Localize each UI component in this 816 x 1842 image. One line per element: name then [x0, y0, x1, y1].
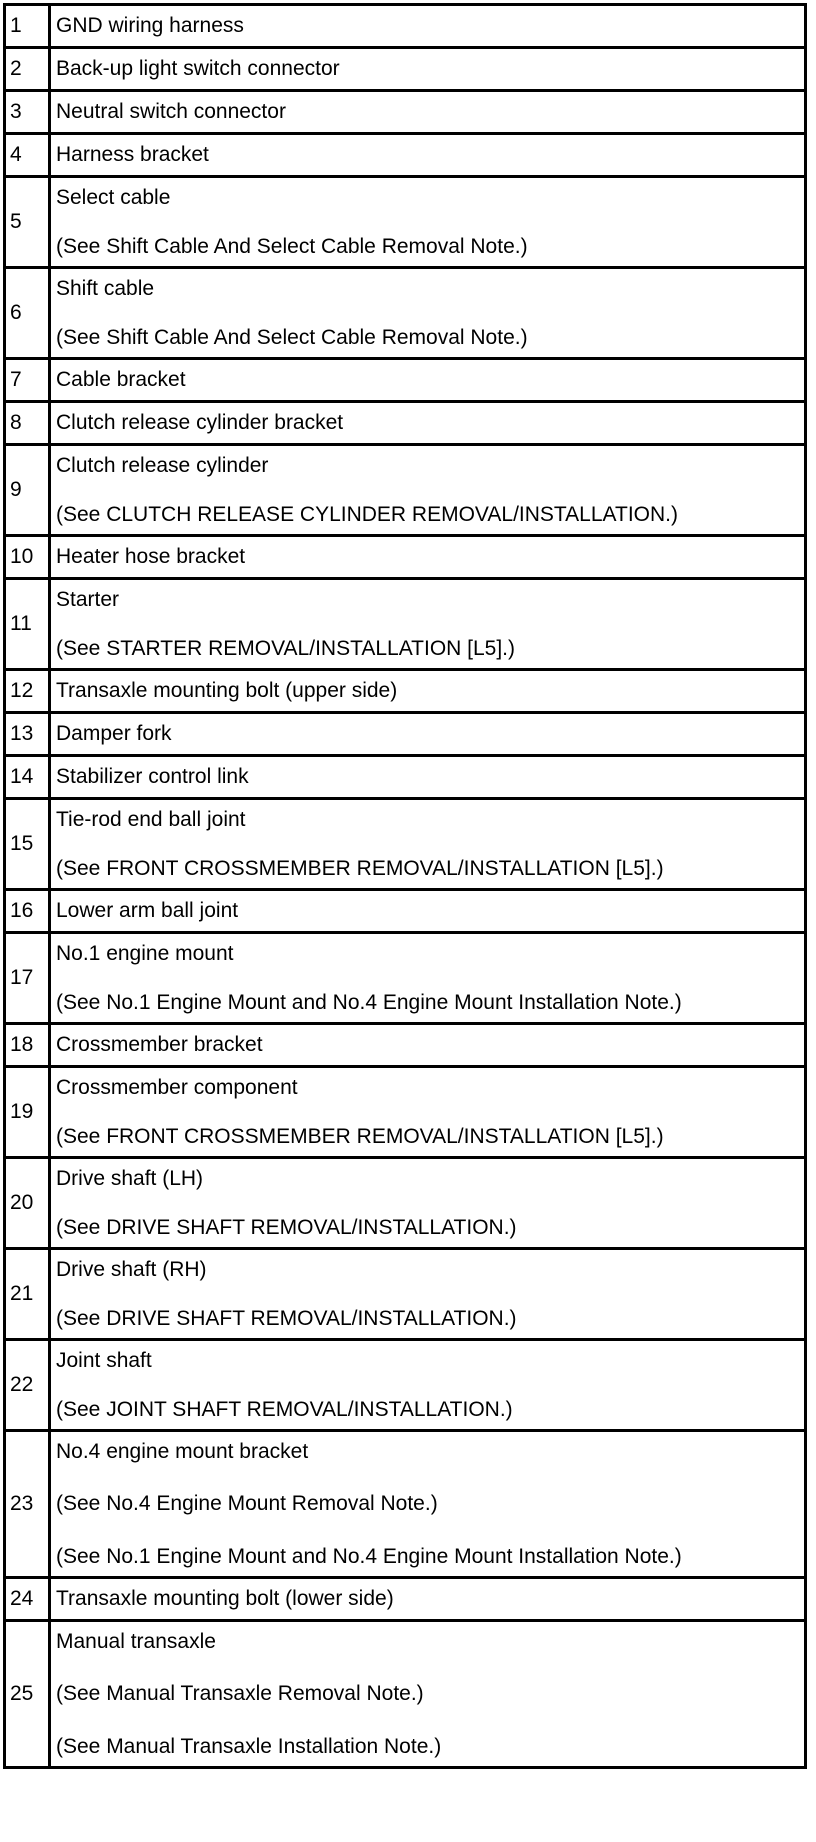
item-description: [50, 1249, 806, 1340]
item-name: No.1 engine mount: [56, 942, 234, 965]
parts-table-body: [5, 5, 806, 1768]
table-row: [5, 48, 806, 91]
item-reference-note: (See JOINT SHAFT REMOVAL/INSTALLATION.): [56, 1398, 513, 1421]
item-reference-note: (See DRIVE SHAFT REMOVAL/INSTALLATION.): [56, 1307, 517, 1330]
item-description: [50, 1431, 806, 1578]
item-name: Drive shaft (LH): [56, 1167, 204, 1190]
item-description: [50, 1158, 806, 1249]
item-number: 9: [5, 445, 50, 536]
table-row: [5, 402, 806, 445]
item-name: Back-up light switch connector: [56, 57, 340, 80]
item-description: [50, 670, 806, 713]
item-number: 2: [5, 48, 50, 91]
item-reference-note: (See Shift Cable And Select Cable Removal Note.): [56, 235, 528, 258]
item-name: No.4 engine mount bracket: [56, 1440, 309, 1463]
item-number: 8: [5, 402, 50, 445]
item-description: [50, 48, 806, 91]
item-reference-note: (See No.1 Engine Mount and No.4 Engine Mount Installation Note.): [56, 991, 682, 1014]
item-reference-note: (See No.1 Engine Mount and No.4 Engine Mount Installation Note.): [56, 1545, 682, 1568]
item-number: 5: [5, 177, 50, 268]
item-description: [50, 5, 806, 48]
item-name: Damper fork: [56, 722, 172, 745]
item-reference-note: (See DRIVE SHAFT REMOVAL/INSTALLATION.): [56, 1216, 517, 1239]
table-row: [5, 177, 806, 268]
item-name: Cable bracket: [56, 368, 186, 391]
item-description: [50, 890, 806, 933]
item-name: Harness bracket: [56, 143, 209, 166]
table-row: [5, 1067, 806, 1158]
item-description: [50, 799, 806, 890]
item-number: 19: [5, 1067, 50, 1158]
item-number: 25: [5, 1621, 50, 1768]
item-name: Transaxle mounting bolt (lower side): [56, 1587, 394, 1610]
item-name: Manual transaxle: [56, 1630, 216, 1653]
item-description: [50, 1578, 806, 1621]
table-row: [5, 536, 806, 579]
table-row: [5, 134, 806, 177]
item-description: [50, 402, 806, 445]
item-number: 21: [5, 1249, 50, 1340]
item-reference-note: (See Manual Transaxle Installation Note.): [56, 1735, 442, 1758]
table-row: [5, 756, 806, 799]
item-reference-note: (See No.4 Engine Mount Removal Note.): [56, 1492, 438, 1515]
item-number: 18: [5, 1024, 50, 1067]
item-description: [50, 177, 806, 268]
item-name: Clutch release cylinder: [56, 454, 269, 477]
table-row: [5, 1024, 806, 1067]
parts-table: [3, 3, 807, 1769]
item-reference-note: (See STARTER REMOVAL/INSTALLATION [L5].): [56, 637, 516, 660]
item-reference-note: (See FRONT CROSSMEMBER REMOVAL/INSTALLATION [L5].): [56, 857, 664, 880]
item-description: [50, 1340, 806, 1431]
item-description: [50, 1024, 806, 1067]
item-name: Shift cable: [56, 277, 155, 300]
item-number: 10: [5, 536, 50, 579]
table-row: [5, 5, 806, 48]
item-name: Stabilizer control link: [56, 765, 249, 788]
table-row: [5, 1578, 806, 1621]
item-reference-note: (See FRONT CROSSMEMBER REMOVAL/INSTALLATION [L5].): [56, 1125, 664, 1148]
item-number: 4: [5, 134, 50, 177]
table-row: [5, 579, 806, 670]
table-row: [5, 670, 806, 713]
item-reference-note: (See CLUTCH RELEASE CYLINDER REMOVAL/INSTALLATION.): [56, 503, 678, 526]
item-number: 3: [5, 91, 50, 134]
item-description: [50, 445, 806, 536]
item-number: 22: [5, 1340, 50, 1431]
item-number: 13: [5, 713, 50, 756]
item-description: [50, 268, 806, 359]
table-row: [5, 1621, 806, 1768]
item-number: 17: [5, 933, 50, 1024]
item-description: [50, 1067, 806, 1158]
item-number: 23: [5, 1431, 50, 1578]
item-number: 24: [5, 1578, 50, 1621]
item-number: 20: [5, 1158, 50, 1249]
item-description: [50, 713, 806, 756]
item-description: [50, 1621, 806, 1768]
item-number: 14: [5, 756, 50, 799]
item-description: [50, 579, 806, 670]
table-row: [5, 799, 806, 890]
item-description: [50, 134, 806, 177]
table-row: [5, 91, 806, 134]
item-name: Select cable: [56, 186, 171, 209]
item-number: 16: [5, 890, 50, 933]
item-name: Heater hose bracket: [56, 545, 246, 568]
table-row: [5, 445, 806, 536]
table-row: [5, 890, 806, 933]
item-description: [50, 536, 806, 579]
item-name: Starter: [56, 588, 120, 611]
table-row: [5, 1158, 806, 1249]
table-row: [5, 1340, 806, 1431]
table-row: [5, 1431, 806, 1578]
item-description: [50, 359, 806, 402]
item-description: [50, 933, 806, 1024]
item-name: Clutch release cylinder bracket: [56, 411, 344, 434]
item-name: Crossmember bracket: [56, 1033, 263, 1056]
item-name: GND wiring harness: [56, 14, 244, 37]
item-reference-note: (See Shift Cable And Select Cable Removal Note.): [56, 326, 528, 349]
item-number: 1: [5, 5, 50, 48]
table-row: [5, 933, 806, 1024]
item-number: 11: [5, 579, 50, 670]
table-row: [5, 1249, 806, 1340]
item-number: 12: [5, 670, 50, 713]
item-name: Lower arm ball joint: [56, 899, 239, 922]
item-description: [50, 756, 806, 799]
item-name: Joint shaft: [56, 1349, 152, 1372]
item-name: Drive shaft (RH): [56, 1258, 207, 1281]
table-row: [5, 359, 806, 402]
item-number: 6: [5, 268, 50, 359]
item-reference-note: (See Manual Transaxle Removal Note.): [56, 1682, 424, 1705]
item-name: Tie-rod end ball joint: [56, 808, 246, 831]
item-number: 7: [5, 359, 50, 402]
item-number: 15: [5, 799, 50, 890]
table-row: [5, 268, 806, 359]
table-row: [5, 713, 806, 756]
item-description: [50, 91, 806, 134]
item-name: Crossmember component: [56, 1076, 298, 1099]
item-name: Neutral switch connector: [56, 100, 286, 123]
item-name: Transaxle mounting bolt (upper side): [56, 679, 398, 702]
